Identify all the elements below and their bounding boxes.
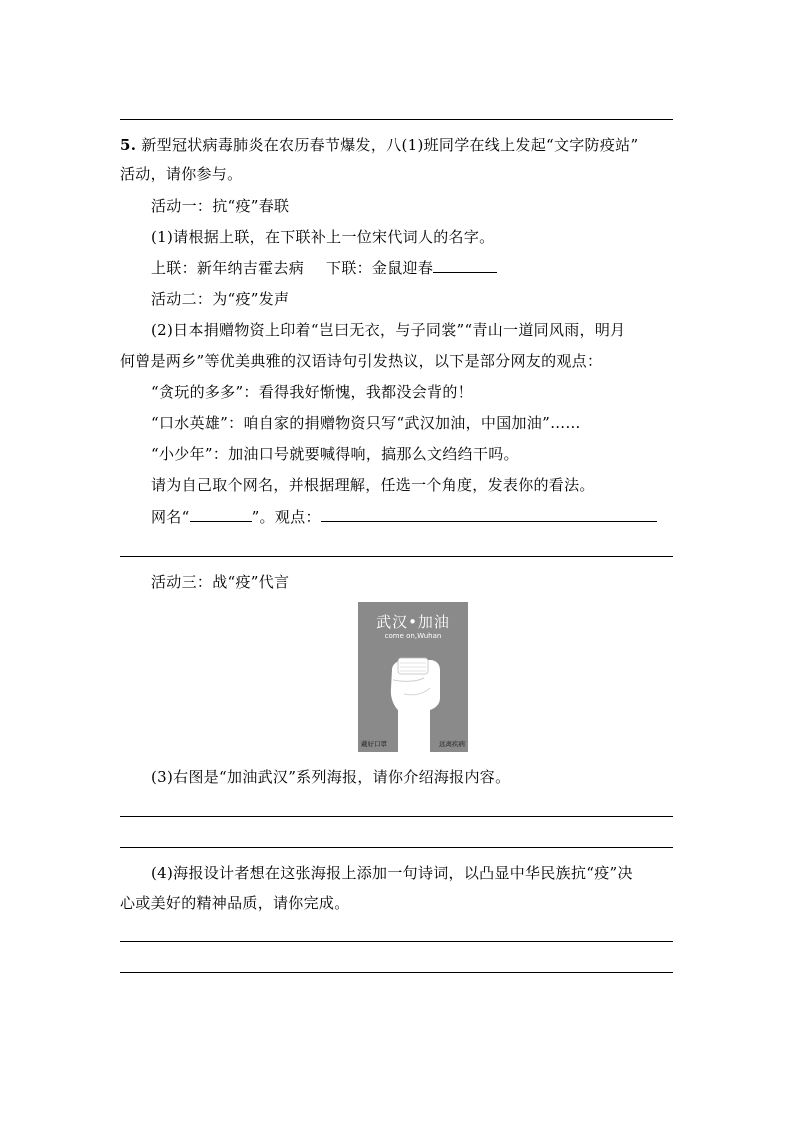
activity2-question2-line1: (2)日本捐赠物资上印着“岂曰无衣，与子同裳”“青山一道同风雨，明月 [151,321,626,339]
activity3-question4-line1: (4)海报设计者想在这张海报上添加一句诗词，以凸显中华民族抗“疫”决 [151,864,633,882]
poster-title: 武汉•加油 [376,613,450,631]
nickname-label: 网名“ [151,508,190,526]
opinion-item: “小少年”：加油口号就要喊得响，搞那么文绉绉干吗。 [151,445,519,463]
activity1-question1: (1)请根据上联，在下联补上一位宋代词人的名字。 [151,228,495,246]
activity2-instruction: 请为自己取个网名，并根据理解，任选一个角度，发表你的看法。 [151,476,595,494]
question-intro-text: 新型冠状病毒肺炎在农历春节爆发，八(1)班同学在线上发起“文字防疫站” [141,136,639,154]
poster-caption-right: 远离疾病 [439,740,465,748]
answer-line[interactable] [120,847,673,848]
activity3-title: 活动三：战“疫”代言 [151,573,290,591]
activity2-question2-line2: 何曾是两乡”等优美典雅的汉语诗句引发热议，以下是部分网友的观点： [120,352,603,370]
activity2-title: 活动二：为“疫”发声 [151,290,290,308]
activity3-question3: (3)右图是“加油武汉”系列海报，请你介绍海报内容。 [151,768,511,786]
answer-row [151,506,657,528]
opinion-item: “口水英雄”：咱自家的捐赠物资只写“武汉加油，中国加油”…… [151,414,581,432]
question-intro-line2: 活动，请你参与。 [120,165,243,183]
couplet-upper: 上联：新年纳吉霍去病 [151,259,305,277]
viewpoint-label: ”。观点： [251,508,321,526]
poster-image [358,602,468,752]
answer-line[interactable] [120,556,673,557]
answer-line[interactable] [120,972,673,973]
question-number: 5. [120,136,137,154]
opinion-item: “贪玩的多多”：看得我好惭愧，我都没会背的！ [151,383,473,401]
activity3-question4-line2: 心或美好的精神品质，请你完成。 [120,894,350,912]
top-rule [120,119,673,120]
poster-caption-left: 戴好口罩 [361,740,387,748]
couplet-row [151,257,497,279]
answer-line[interactable] [120,941,673,942]
couplet-lower: 下联：金鼠迎春 [326,259,434,277]
activity1-title: 活动一：抗“疫”春联 [151,197,290,215]
viewpoint-blank[interactable] [321,507,657,522]
couplet-answer-blank[interactable] [433,258,497,273]
nickname-blank[interactable] [190,507,252,522]
answer-line[interactable] [120,816,673,817]
poster-subtitle: come on,Wuhan [384,632,442,640]
question-intro-line1 [120,134,638,156]
